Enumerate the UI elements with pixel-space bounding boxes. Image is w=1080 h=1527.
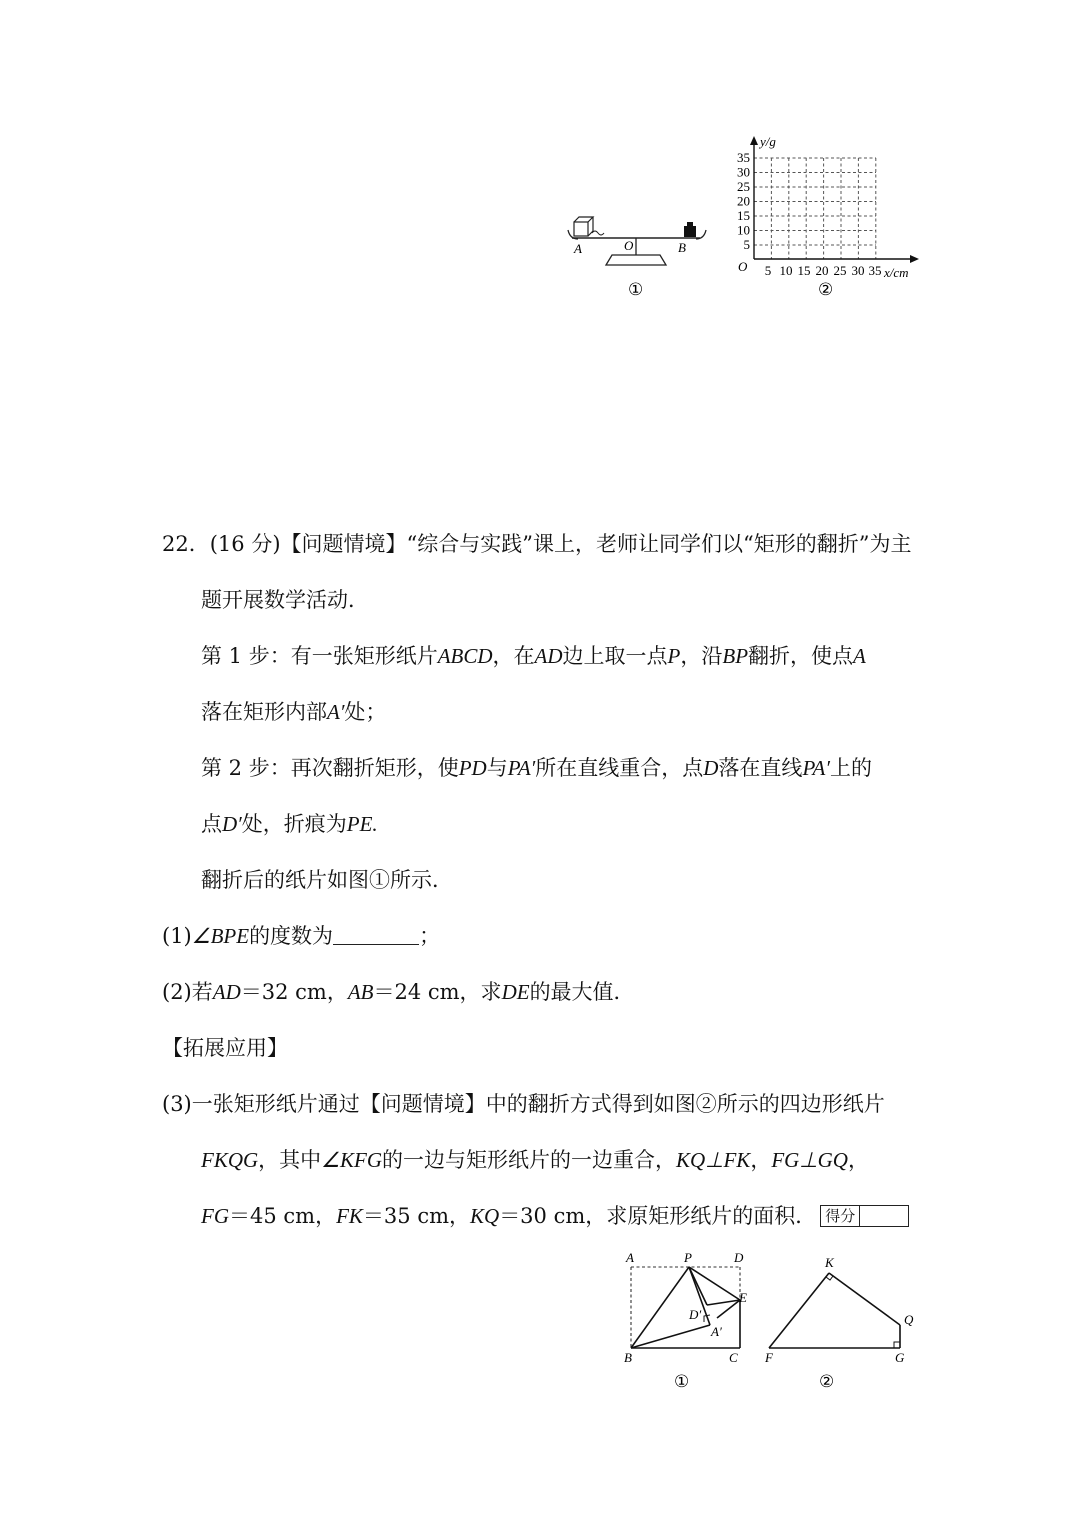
y-tick: 15 bbox=[737, 208, 750, 223]
problem-number: 22． bbox=[162, 532, 210, 556]
pt-F: F bbox=[765, 1350, 773, 1365]
step-1-cont: 落在矩形内部A′处； bbox=[201, 700, 387, 724]
label-B: B bbox=[678, 240, 686, 255]
pt-C: C bbox=[729, 1350, 738, 1365]
pt-Aprime: A′ bbox=[711, 1324, 722, 1339]
pt-G: G bbox=[895, 1350, 905, 1365]
origin-label: O bbox=[738, 259, 748, 274]
y-tick: 30 bbox=[737, 164, 750, 180]
label-A: A bbox=[574, 241, 582, 256]
x-tick: 20 bbox=[815, 263, 829, 278]
y-tick: 25 bbox=[737, 179, 750, 194]
x-tick: 15 bbox=[797, 263, 811, 278]
question-2: (2)若AD＝32 cm，AB＝24 cm，求DE的最大值． bbox=[162, 980, 635, 1004]
problem-score: (16 分) bbox=[209, 532, 281, 556]
y-tick: 10 bbox=[737, 222, 750, 238]
x-tick: 35 bbox=[868, 263, 882, 278]
label-O: O bbox=[624, 238, 634, 253]
y-tick: 5 bbox=[743, 237, 750, 252]
cube-icon bbox=[574, 217, 593, 236]
pt-B: B bbox=[624, 1350, 632, 1365]
problem-line-1 bbox=[162, 530, 911, 558]
question-3-line-3: FG＝45 cm，FK＝35 cm，KQ＝30 cm，求原矩形纸片的面积． 得分 bbox=[201, 1202, 909, 1230]
pt-Dprime: D′ bbox=[689, 1307, 702, 1322]
x-axis-label: x/cm bbox=[884, 265, 909, 280]
weight-icon bbox=[684, 226, 696, 237]
y-tick: 20 bbox=[737, 193, 750, 209]
question-3-line-2: FKQG，其中∠KFG的一边与矩形纸片的一边重合，KQ⊥FK，FG⊥GQ， bbox=[201, 1148, 869, 1172]
step-1: 第 1 步：有一张矩形纸片ABCD，在AD边上取一点P，沿BP翻折，使点A bbox=[201, 644, 866, 668]
step-2-cont: 点D′处，折痕为PE. bbox=[201, 812, 378, 836]
after-fold-note: 翻折后的纸片如图①所示． bbox=[201, 868, 453, 892]
pt-P: P bbox=[684, 1250, 692, 1265]
extension-heading: 【拓展应用】 bbox=[162, 1036, 288, 1060]
caption-fig2: ② bbox=[819, 1372, 835, 1391]
caption-2: ② bbox=[818, 280, 834, 299]
fold-figure-1 bbox=[612, 1245, 762, 1395]
pt-E: E bbox=[739, 1290, 747, 1305]
balance-figure bbox=[560, 205, 720, 305]
caption-1: ① bbox=[628, 280, 644, 299]
x-tick: 30 bbox=[851, 263, 865, 278]
x-tick: 25 bbox=[833, 263, 847, 278]
step-2: 第 2 步：再次翻折矩形，使PD与PA′所在直线重合，点D落在直线PA′上的 bbox=[201, 756, 872, 780]
score-box[interactable]: 得分 bbox=[820, 1205, 909, 1227]
quadrilateral-figure-2 bbox=[755, 1245, 925, 1395]
pt-D: D bbox=[734, 1250, 744, 1265]
coordinate-grid-figure bbox=[730, 130, 930, 305]
pt-K: K bbox=[825, 1255, 834, 1270]
answer-blank[interactable] bbox=[333, 924, 419, 945]
x-tick: 5 bbox=[764, 263, 772, 278]
pt-A: A bbox=[626, 1250, 634, 1265]
pt-Q: Q bbox=[904, 1312, 914, 1327]
y-tick: 35 bbox=[737, 150, 750, 165]
y-axis-label: y/g bbox=[760, 134, 776, 149]
caption-fig1: ① bbox=[674, 1372, 690, 1391]
problem-line-2: 题开展数学活动． bbox=[201, 588, 369, 612]
question-1: (1)∠BPE的度数为 ； bbox=[162, 924, 441, 948]
x-tick: 10 bbox=[779, 263, 793, 278]
problem-intro: 【问题情境】“综合与实践”课上，老师让同学们以“矩形的翻折”为主 bbox=[280, 532, 912, 556]
question-3: (3)一张矩形纸片通过【问题情境】中的翻折方式得到如图②所示的四边形纸片 bbox=[162, 1092, 885, 1116]
